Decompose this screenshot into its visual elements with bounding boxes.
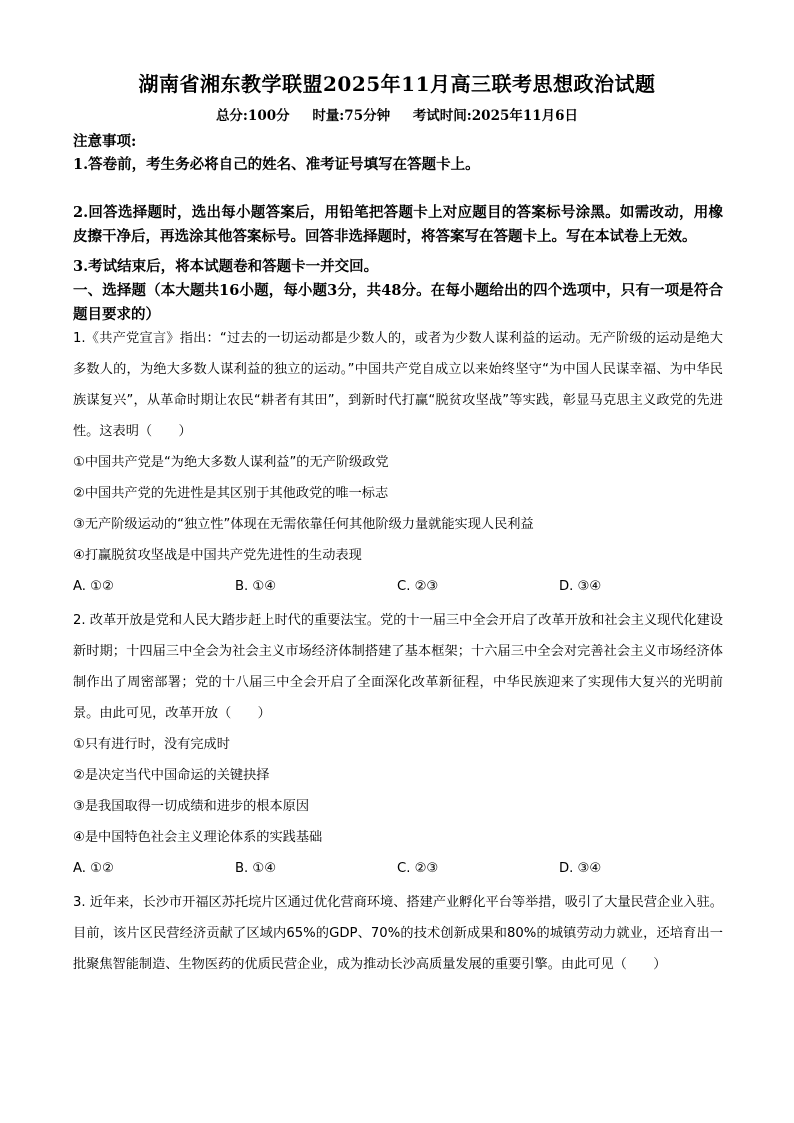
choice-c: C. ②③	[397, 861, 439, 876]
exam-date: 考试时间:2025年11月6日	[412, 108, 579, 124]
choice-c: C. ②③	[397, 579, 439, 594]
statement-option: ④打赢脱贫攻坚战是中国共产党先进性的生动表现	[73, 548, 362, 563]
section-heading: 一、选择题（本大题共16小题，每小题3分，共48分。在每小题给出的四个选项中，只有一项是符合题目要求的）	[73, 282, 723, 323]
choice-a: A. ①②	[73, 579, 114, 594]
choice-d: D. ③④	[559, 861, 602, 876]
choice-b: B. ①④	[235, 579, 277, 594]
statement-option: ①中国共产党是“为绝大多数人谋利益”的无产阶级政党	[73, 455, 389, 470]
notes-heading: 注意事项:	[73, 133, 137, 150]
question-stem: 1.《共产党宣言》指出：“过去的一切运动都是少数人的，或者为少数人谋利益的运动。无产阶级的运动是绝大多数人的，为绝大多数人谋利益的独立的运动。”中国共产党自成立以来始终坚守“为中国人民谋幸福、为中华民族谋复兴”，从革命时期让农民“耕者有其田”，到新时代打赢“脱贫攻坚战”等实践，彰显马克思主义政党的先进性。这表明（ ）	[73, 331, 723, 439]
question-3	[73, 887, 723, 980]
page-title: 湖南省湘东教学联盟2025年11月高三联考思想政治试题	[138, 72, 656, 96]
choice-d: D. ③④	[559, 579, 602, 594]
question-1	[73, 323, 723, 602]
statement-option: ②中国共产党的先进性是其区别于其他政党的唯一标志	[73, 486, 389, 501]
choice-b: B. ①④	[235, 861, 277, 876]
statement-option: ③是我国取得一切成绩和进步的根本原因	[73, 799, 310, 814]
statement-option: ④是中国特色社会主义理论体系的实践基础	[73, 830, 323, 845]
statement-option: ②是决定当代中国命运的关键抉择	[73, 768, 270, 783]
total-score: 总分:100分	[215, 108, 290, 124]
exam-meta	[0, 104, 794, 124]
note-item: 2.回答选择题时，选出每小题答案后，用铅笔把答题卡上对应题目的答案标号涂黑。如需改动，用橡皮擦干净后，再选涂其他答案标号。回答非选择题时，将答案写在答题卡上。写在本试卷上无效。	[73, 204, 723, 245]
choice-a: A. ①②	[73, 861, 114, 876]
question-stem: 3. 近年来，长沙市开福区苏托垸片区通过优化营商环境、搭建产业孵化平台等举措，吸引了大量民营企业入驻。目前，该片区民营经济贡献了区域内65%的GDP、70%的技术创新成果和80%的城镇劳动力就业，还培育出一批聚焦智能制造、生物医药的优质民营企业，成为推动长沙高质量发展的重要引擎。由此可见（ ）	[73, 895, 723, 972]
answer-choices	[73, 571, 723, 602]
answer-choices	[73, 853, 723, 884]
statement-option: ①只有进行时，没有完成时	[73, 737, 230, 752]
note-item: 3.考试结束后，将本试题卷和答题卡一并交回。	[73, 258, 379, 275]
note-item: 1.答卷前，考生务必将自己的姓名、准考证号填写在答题卡上。	[73, 156, 480, 173]
duration: 时量:75分钟	[312, 108, 391, 124]
question-2	[73, 605, 723, 884]
question-stem: 2. 改革开放是党和人民大踏步赶上时代的重要法宝。党的十一届三中全会开启了改革开放和社会主义现代化建设新时期；十四届三中全会为社会主义市场经济体制搭建了基本框架；十六届三中全会对完善社会主义市场经济体制作出了周密部署；党的十八届三中全会开启了全面深化改革新征程，中华民族迎来了实现伟大复兴的光明前景。由此可见，改革开放（ ）	[73, 613, 723, 721]
statement-option: ③无产阶级运动的“独立性”体现在无需依靠任何其他阶级力量就能实现人民利益	[73, 517, 534, 532]
